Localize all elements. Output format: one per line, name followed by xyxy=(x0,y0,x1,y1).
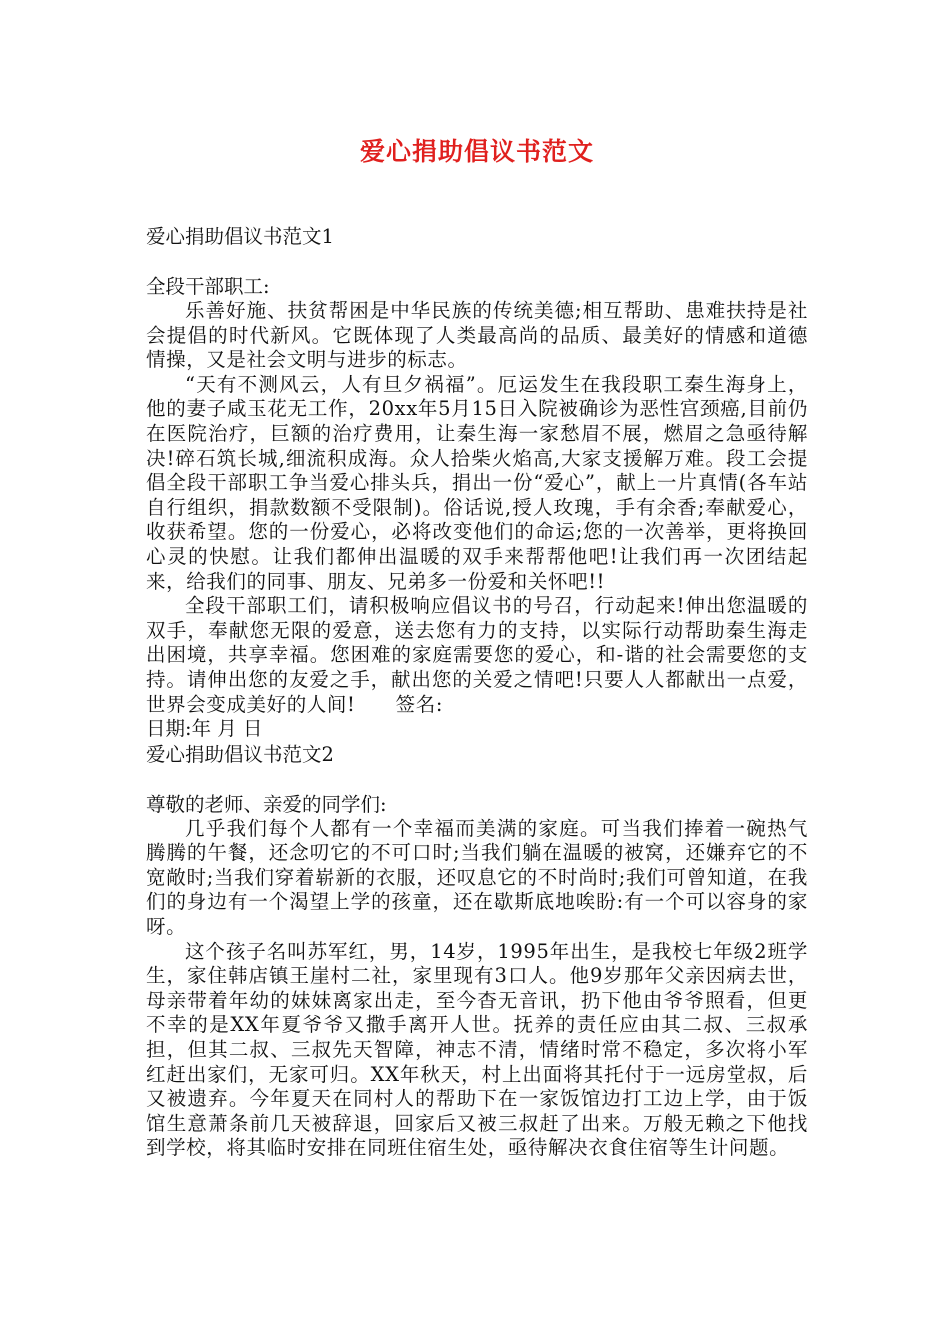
section-heading: 爱心捐助倡议书范文2 xyxy=(146,742,334,766)
section-2 xyxy=(146,742,808,1161)
section-1 xyxy=(146,224,808,742)
paragraph: 这个孩子名叫苏军红，男，14岁，1995年出生，是我校七年级2班学生，家住韩店镇王崖村二社，家里现有3口人。他9岁那年父亲因病去世，母亲带着年幼的妹妹离家出走，至今杳无音讯，扔下他由爷爷照看，但更不幸的是XX年夏爷爷又撒手离开人世。抚养的责任应由其二叔、三叔承担，但其二叔、三叔先天智障，神志不清，情绪时常不稳定，多次将小军红赶出家们，无家可归。XX年秋天，村上出面将其托付于一远房堂叔，后又被遗弃。今年夏天在同村人的帮助下在一家饭馆边打工边上学，由于饭馆生意萧条前几天被辞退，回家后又被三叔赶了出来。万般无赖之下他找到学校，将其临时安排在同班住宿生处，亟待解决衣食住宿等生计问题。 xyxy=(146,939,808,1160)
spacer xyxy=(146,249,808,274)
section-heading: 爱心捐助倡议书范文1 xyxy=(146,225,334,248)
paragraph: 全段干部职工们，请积极响应倡议书的号召，行动起来!伸出您温暖的双手，奉献您无限的爱意，送去您有力的支持，以实际行动帮助秦生海走出困境，共享幸福。您困难的家庭需要您的爱心，和-谐的社会需要您的支持。请伸出您的友爱之手，献出您的关爱之情吧!只要人人都献出一点爱，世界会变成美好的人间! 签名: xyxy=(146,594,808,716)
date-line: 日期:年 月 日 xyxy=(146,717,263,741)
paragraph: 几乎我们每个人都有一个幸福而美满的家庭。可当我们捧着一碗热气腾腾的午餐，还念叨它的不可口时;当我们躺在温暖的被窝，还嫌弃它的不宽敞时;当我们穿着崭新的衣服，还叹息它的不时尚时;我们可曾知道，在我们的身边有一个渴望上学的孩童，还在歇斯底地唉盼:有一个可以容身的家呀。 xyxy=(146,816,808,939)
salutation: 尊敬的老师、亲爱的同学们: xyxy=(146,792,387,816)
paragraph: 乐善好施、扶贫帮困是中华民族的传统美德;相互帮助、患难扶持是社会提倡的时代新风。它既体现了人类最高尚的品质、最美好的情感和道德情操，又是社会文明与进步的标志。 xyxy=(146,299,808,372)
salutation: 全段干部职工: xyxy=(146,275,270,298)
spacer xyxy=(146,767,808,792)
paragraph: “天有不测风云，人有旦夕祸福”。厄运发生在我段职工秦生海身上，他的妻子咸玉花无工作，20xx年5月15日入院被确诊为恶性宫颈癌,目前仍在医院治疗，巨额的治疗费用，让秦生海一家愁眉不展，燃眉之急亟待解决!碎石筑长城,细流积成海。众人拾柴火焰高,大家支援解万难。段工会提倡全段干部职工争当爱心排头兵，捐出一份“爱心”，献上一片真情(各车站自行组织，捐款数额不受限制)。俗话说,授人玫瑰，手有余香;奉献爱心，收获希望。您的一份爱心，必将改变他们的命运;您的一次善举，更将换回心灵的快慰。让我们都伸出温暖的双手来帮帮他吧!让我们再一次团结起来，给我们的同事、朋友、兄弟多一份爱和关怀吧!! xyxy=(146,372,808,593)
document-page xyxy=(146,132,808,1161)
document-title: 爱心捐助倡议书范文 xyxy=(359,137,594,166)
